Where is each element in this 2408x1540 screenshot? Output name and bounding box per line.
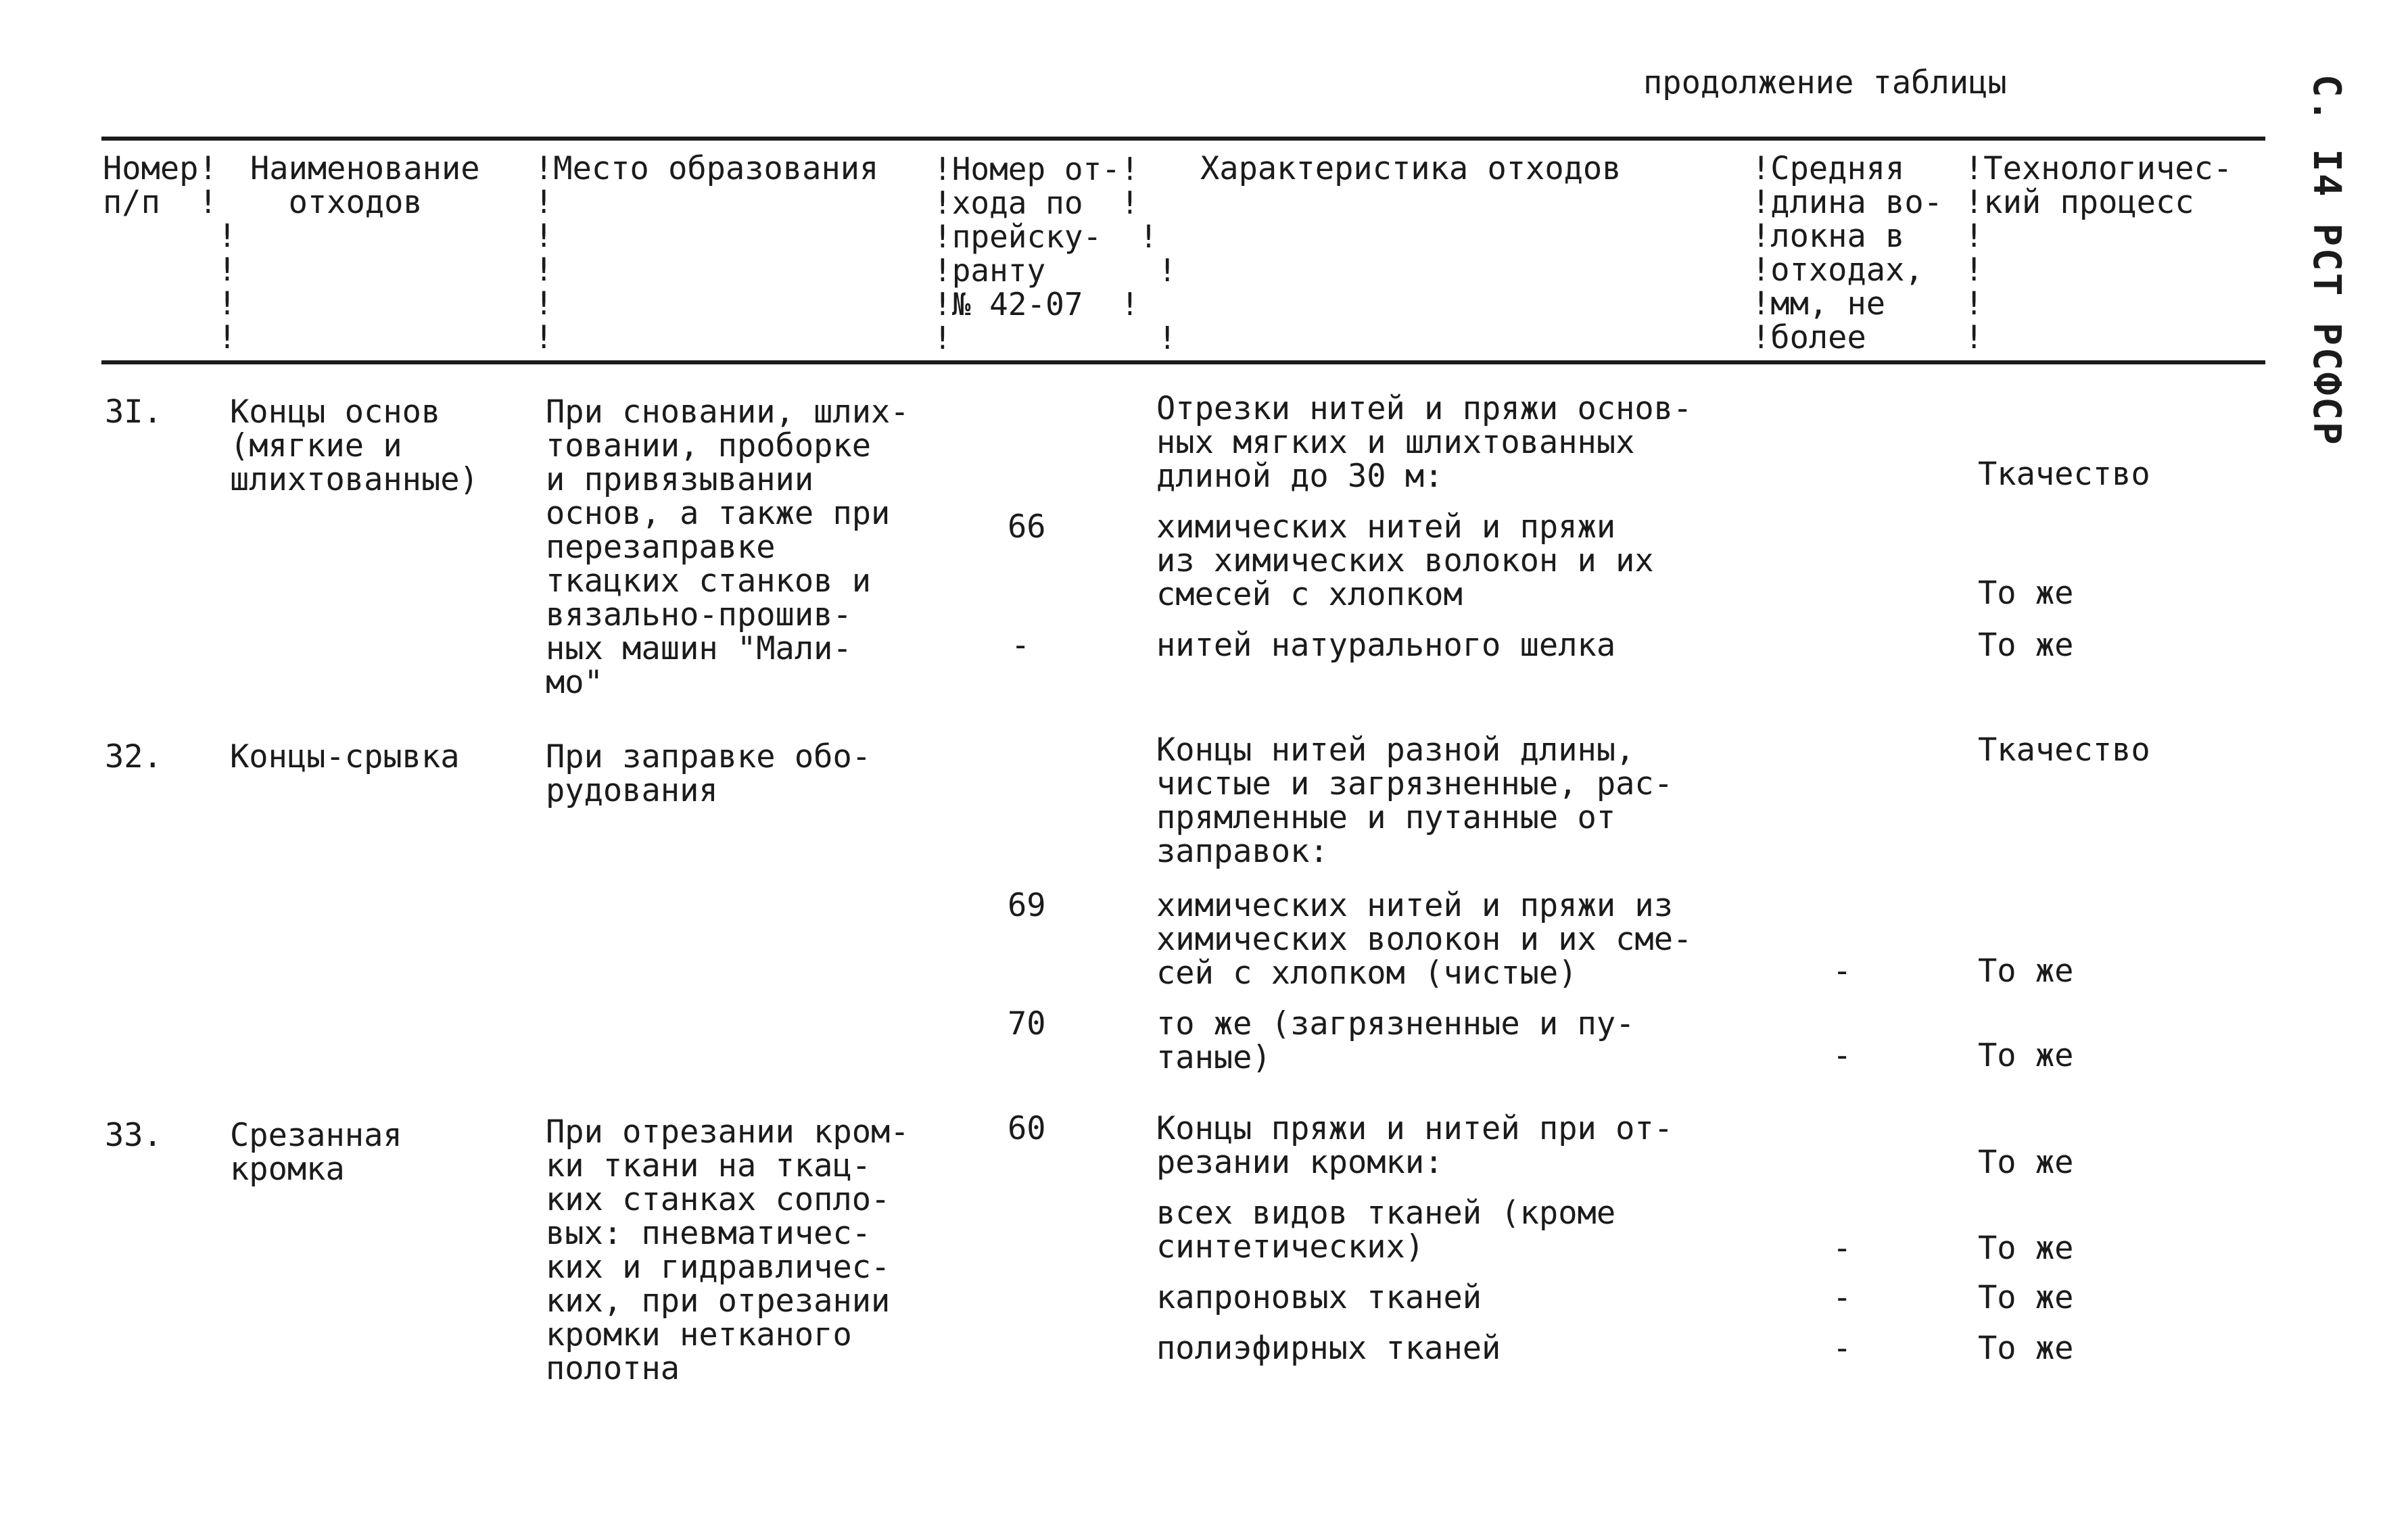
row-process: То же bbox=[1978, 575, 2074, 612]
row-characteristic: то же (загрязненные и пу- таные) bbox=[1156, 1005, 1635, 1076]
row-characteristic: капроновых тканей bbox=[1156, 1279, 1482, 1316]
row-characteristic: полиэфирных тканей bbox=[1156, 1330, 1501, 1367]
row-waste-code: 60 bbox=[1008, 1110, 1046, 1147]
row-characteristic: Концы пряжи и нитей при от- резании кромки: bbox=[1156, 1110, 1674, 1181]
row-characteristic: Концы нитей разной длины, чистые и загрязненные, рас- прямленные и путанные от заправок: bbox=[1156, 731, 1674, 870]
row-waste-code: 66 bbox=[1008, 508, 1046, 546]
row-process: То же bbox=[1978, 627, 2074, 664]
row-number: 32. bbox=[105, 738, 162, 775]
row-place: При заправке обо- рудования bbox=[546, 738, 872, 809]
row-process: То же bbox=[1978, 1330, 2074, 1367]
header-place: !Место образования ! ! ! ! ! bbox=[534, 150, 879, 356]
row-fiber-length: - bbox=[1833, 953, 1852, 990]
table-header-rule bbox=[101, 360, 2265, 364]
row-process: Ткачество bbox=[1978, 731, 2150, 769]
row-process: То же bbox=[1978, 1230, 2074, 1267]
row-place: При сновании, шлих- товании, проборке и привязывании основ, а также при перезаправке ткацких станков и вязально-прошив- ных машин "Мали- мо" bbox=[546, 393, 910, 701]
row-fiber-length: - bbox=[1833, 1037, 1852, 1074]
row-process: Ткачество bbox=[1978, 456, 2150, 493]
row-characteristic: нитей натурального шелка bbox=[1156, 627, 1616, 664]
row-characteristic: химических нитей и пряжи из химических волокон и их сме- сей с хлопком (чистые) bbox=[1156, 887, 1693, 992]
row-process: То же bbox=[1978, 1037, 2074, 1074]
side-page-header: С. I4 РСТ РСФСР bbox=[2305, 74, 2348, 447]
header-number: Номер! п/п ! ! ! ! ! bbox=[103, 150, 237, 356]
row-number: 3I. bbox=[105, 393, 162, 431]
header-process: !Технологичес- !кий процесс ! ! ! ! bbox=[1964, 150, 2233, 356]
row-characteristic: Отрезки нитей и пряжи основ- ных мягких и шлихтованных длиной до 30 м: bbox=[1156, 390, 1693, 495]
row-waste-code: 70 bbox=[1008, 1005, 1046, 1042]
header-fiber-length: !Средняя !длина во- !локна в !отходах, !мм, не !более bbox=[1751, 150, 1943, 356]
row-waste-name: Концы основ (мягкие и шлихтованные) bbox=[230, 393, 479, 498]
row-fiber-length: - bbox=[1833, 1279, 1852, 1316]
row-waste-code: - bbox=[1011, 627, 1031, 664]
row-fiber-length: - bbox=[1833, 1230, 1852, 1267]
continuation-label: продолжение таблицы bbox=[1643, 64, 2007, 101]
row-number: 33. bbox=[105, 1117, 162, 1154]
row-fiber-length: - bbox=[1833, 1330, 1852, 1367]
row-process: То же bbox=[1978, 953, 2074, 990]
row-waste-name: Концы-срывка bbox=[230, 738, 460, 775]
row-waste-code: 69 bbox=[1008, 887, 1046, 924]
row-waste-name: Срезанная кромка bbox=[230, 1117, 402, 1188]
row-process: То же bbox=[1978, 1144, 2074, 1181]
row-characteristic: химических нитей и пряжи из химических волокон и их смесей с хлопком bbox=[1156, 508, 1654, 613]
table-top-rule bbox=[101, 137, 2265, 141]
row-process: То же bbox=[1978, 1279, 2074, 1316]
header-name: Наименование отходов bbox=[250, 150, 480, 221]
header-code: !Номер от-! !хода по ! !прейску- ! !ранту ! !№ 42-07 ! ! ! bbox=[933, 151, 1177, 356]
row-characteristic: всех видов тканей (кроме синтетических) bbox=[1156, 1195, 1616, 1266]
row-place: При отрезании кром- ки ткани на ткац- ких станках сопло- вых: пневматичес- ких и гидравличес- ких, при отрезании кромки нетканого полотна bbox=[546, 1113, 910, 1387]
header-characteristic: Характеристика отходов bbox=[1200, 150, 1622, 187]
